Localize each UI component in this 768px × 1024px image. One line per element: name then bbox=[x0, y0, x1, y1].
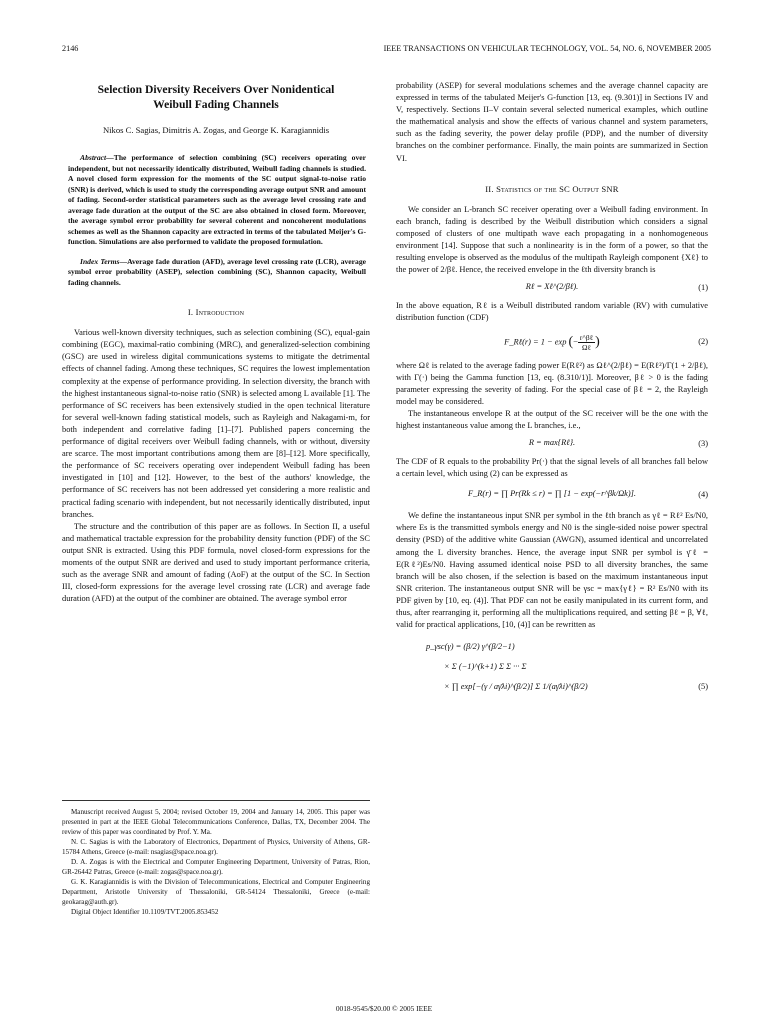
index-terms-label: Index Terms bbox=[80, 256, 120, 266]
equation-line: × ∏ exp[−(γ / aγ̄λi)^(β/2)] Σ 1/(aγ̄λi)^(β/2) bbox=[444, 682, 588, 692]
equation-body: F_R(r) = ∏ Pr(Rk ≤ r) = ∏ [1 − exp(−r^βk/Ωk)]. bbox=[467, 489, 636, 499]
footnote: N. C. Sagias is with the Laboratory of Electronics, Department of Physics, University of Athens, GR-15784 Athens, Greece (e-mail: nsagias@space.noa.gr). bbox=[62, 838, 370, 856]
equation-body: R = max{Rℓ}. bbox=[528, 438, 576, 448]
first-page-footnotes bbox=[62, 800, 370, 917]
equation-body: F_Rℓ(r) = 1 − exp bbox=[504, 336, 567, 346]
right-column bbox=[396, 80, 708, 698]
equation-5 bbox=[396, 641, 708, 693]
footnote: Digital Object Identifier 10.1109/TVT.2005.853452 bbox=[71, 908, 219, 916]
numerator: r^βℓ bbox=[579, 332, 594, 342]
paragraph: In the above equation, Rℓ is a Weibull distributed random variable (RV) with cumulative distribution function (CDF) bbox=[396, 301, 708, 323]
section-heading-statistics bbox=[396, 183, 708, 195]
abstract-text: —The performance of selection combining (SC) receivers operating over independent, but not necessarily identically distributed, Weibull fading channels is studied. A novel closed form expression for the moments of the SC output signal-to-noise ratio (SNR) is derived, which is used to study the corresponding average output SNR and amount of fading. Second-order statistical parameters such as the average level crossing rate and average fade duration at the output of the SC are also obtained in closed form. Moreover, the average symbol error probability for several coherent and noncoherent modulations schemes as well as the Shannon capacity are extracted in terms of the tabulated Meijer's G-function. Simulations are also performed to validate the proposed formulation. bbox=[68, 153, 366, 247]
footnote: G. K. Karagiannidis is with the Division of Telecommunications, Electrical and Computer Engineering Department, Aristotle University of Thessaloniki, GR-54124 Thessaloniki, Greece (e-mail: geokarag@auth.gr). bbox=[62, 878, 370, 906]
paragraph: The instantaneous envelope R at the output of the SC receiver will be the one with the highest instantaneous value among the L branches, i.e., bbox=[396, 408, 708, 430]
paragraph: The CDF of R equals to the probability Pr(·) that the signal levels of all branches fall below a certain level, which using (2) can be expressed as bbox=[396, 457, 708, 479]
paragraph: The structure and the contribution of this paper are as follows. In Section II, a useful and mathematical tractable expression for the probability density function (PDF) of the SC output SNR is extracted. Using this PDF formula, novel closed-form expressions for the moments of the output SNR are derived and used to study important performance criteria, such as the average SNR and amount of fading (AoF) at the output of the SC. In Section III, closed-form expressions for the average level crossing rate (LCR) and average fade duration (AFD) at the output of the combiner are obtained. The average symbol error bbox=[62, 521, 370, 604]
paragraph: We define the instantaneous input SNR per symbol in the ℓth branch as γℓ = Rℓ² Es/N0, where Es is the transmitted symbols energy and N0 is the single-sided noise power spectral density (PSD) of the additive white Gaussian (AWGN), assumed identical and uncorrelated among the L diversity branches. Hence, the average input SNR per symbol is γ̄ℓ = E(Rℓ²)Es/N0. Having assumed identical noise PSD to all diversity branches, the same branch will be also chosen, if the selection is based on the maximum instantaneous input SNR criterion. The instantaneous output SNR will be γsc = max{γℓ} = R² Es/N0 with its PDF given by [10, eq. (4)]. That PDF can not be easily manipulated in its current form, and thus, after rearranging it, performing all the multiplications required, and setting βℓ = β, ∀ℓ, valid for practical applications, [10, (4)] can be rewritten as bbox=[396, 511, 708, 630]
paragraph: probability (ASEP) for several modulations schemes and the average channel capacity are expressed in terms of the tabulated Meijer's G-function [13, eq. (9.301)] in Sections IV and V, respectively. Sections II–V contain several selected numerical examples, which outline the mathematical analysis and show the effects of various channel and system parameters, such as the fading severity, the power delay profile (PDP), and the number of diversity branches on the combiner performance. Finally, the main points are summarized in Section VI. bbox=[396, 81, 708, 163]
section-title: Statistics of the SC Output SNR bbox=[496, 183, 619, 194]
equation-4 bbox=[396, 488, 708, 502]
author-list: Nikos C. Sagias, Dimitris A. Zogas, and George K. Karagiannidis bbox=[102, 125, 330, 135]
fraction bbox=[578, 333, 595, 352]
journal-title: IEEE TRANSACTIONS ON VEHICULAR TECHNOLOGY, VOL. 54, NO. 6, NOVEMBER 2005 bbox=[383, 44, 711, 53]
right-paren: ) bbox=[595, 333, 600, 349]
equation-number: (4) bbox=[698, 490, 708, 500]
left-column bbox=[62, 80, 370, 605]
index-terms-text: —Average fade duration (AFD), average level crossing rate (LCR), average symbol error probability (ASEP), selection combining (SC), Shannon capacity, Weibull fading channels. bbox=[68, 256, 366, 287]
section-heading-introduction bbox=[62, 306, 370, 318]
paper-title: Selection Diversity Receivers Over Nonidentical Weibull Fading Channels bbox=[97, 83, 335, 111]
equation-number: (1) bbox=[698, 283, 708, 293]
equation-number: (3) bbox=[698, 439, 708, 449]
equation-line: × Σ (−1)^(k+1) Σ Σ ··· Σ bbox=[444, 662, 527, 672]
abstract-label: Abstract bbox=[80, 153, 107, 163]
section-title: Introduction bbox=[195, 307, 245, 318]
equation-number: (5) bbox=[698, 682, 708, 692]
footnote: D. A. Zogas is with the Electrical and Computer Engineering Department, University of Patras, Rion, GR-26442 Patras, Greece (e-mail: zogas@space.noa.gr). bbox=[62, 858, 370, 876]
abstract bbox=[68, 153, 366, 248]
section-number: II. bbox=[485, 183, 497, 194]
paragraph: Various well-known diversity techniques, such as selection combining (SC), equal-gain combining (EGC), maximal-ratio combining (MRC), and generalized-selection combining (GSC) are used in wireless digital communications systems to mitigate the detrimental effects of channel fading. Among these techniques, SC requires the lowest implementation complexity at the expense of performance providing. In selection diversity, the branch with the highest instantaneous signal-to-noise ratio (SNR) is selected among L available [1]. The performance of SC receivers has been extensively studied in the open technical literature for several well-known fading statistical models, such as Rayleigh and Nakagami-m, for both independent and correlative fading [1]–[7]. Published papers concerning the performance of digital receivers over Weibull fading channels, with or without, diversity are scarce. The most important contributions among them are [8]–[12]. More specifically, the performance of SC receivers operating over independent Weibull fading has been investigated in [10] and [12]. However, to the best of the authors' knowledge, the performance of SC receivers has not been addressed yet considering a more realistic and practical fading scenario with independent, but not necessarily identically distributed, input branches. bbox=[62, 328, 370, 519]
equation-line: p_γsc(γ) = (β/2) γ^(β/2−1) bbox=[426, 642, 515, 652]
paragraph: We consider an L-branch SC receiver operating over a Weibull fading environment. In each branch, fading is described by the Weibull distribution which considers a signal composed of clusters of one multipath wave each propagating in a nonhomogeneous environment [14]. Suppose that such a nonlinearity is in the form of a power, so that the resulting envelope is observed as the modulus of the multipath Rayleigh component {Xℓ} to the power of 2/βℓ. Hence, the received envelope in the ℓth diversity branch is bbox=[396, 204, 708, 275]
paragraph: where Ωℓ is related to the average fading power E(Rℓ²) as Ωℓ^(2/βℓ) = E(Rℓ²)/Γ(1 + 2/βℓ), with Γ(·) being the Gamma function [13, eq. (8.310/1)]. Moreover, βℓ > 0 is the fading parameter expressing the severity of fading. For the special case of βℓ = 2, the Rayleigh model may be considered. bbox=[396, 360, 708, 406]
equation-number: (2) bbox=[698, 336, 708, 346]
equation-body: Rℓ = Xℓ^(2/βℓ). bbox=[525, 282, 579, 292]
equation-3 bbox=[396, 437, 708, 451]
denominator: Ωℓ bbox=[582, 342, 592, 352]
footnote: Manuscript received August 5, 2004; revised October 19, 2004 and January 14, 2005. This paper was presented in part at the IEEE Global Telecommunications Conference, Dallas, TX, December 2004. The review of this paper was coordinated by Prof. Y. Ma. bbox=[62, 808, 370, 836]
left-paren: ( bbox=[568, 333, 574, 349]
equation-2: F_Rℓ(r) = 1 − exp (− $\frac{\text{r\textasciicircum{}βℓ}}{\text{Ωℓ}}$ ) (2) bbox=[504, 332, 708, 352]
section-number: I. bbox=[187, 307, 196, 318]
index-terms bbox=[68, 257, 366, 289]
page-number: 2146 bbox=[62, 44, 79, 53]
equation-1 bbox=[396, 281, 708, 295]
copyright-footer: 0018-9545/$20.00 © 2005 IEEE bbox=[335, 1004, 433, 1013]
